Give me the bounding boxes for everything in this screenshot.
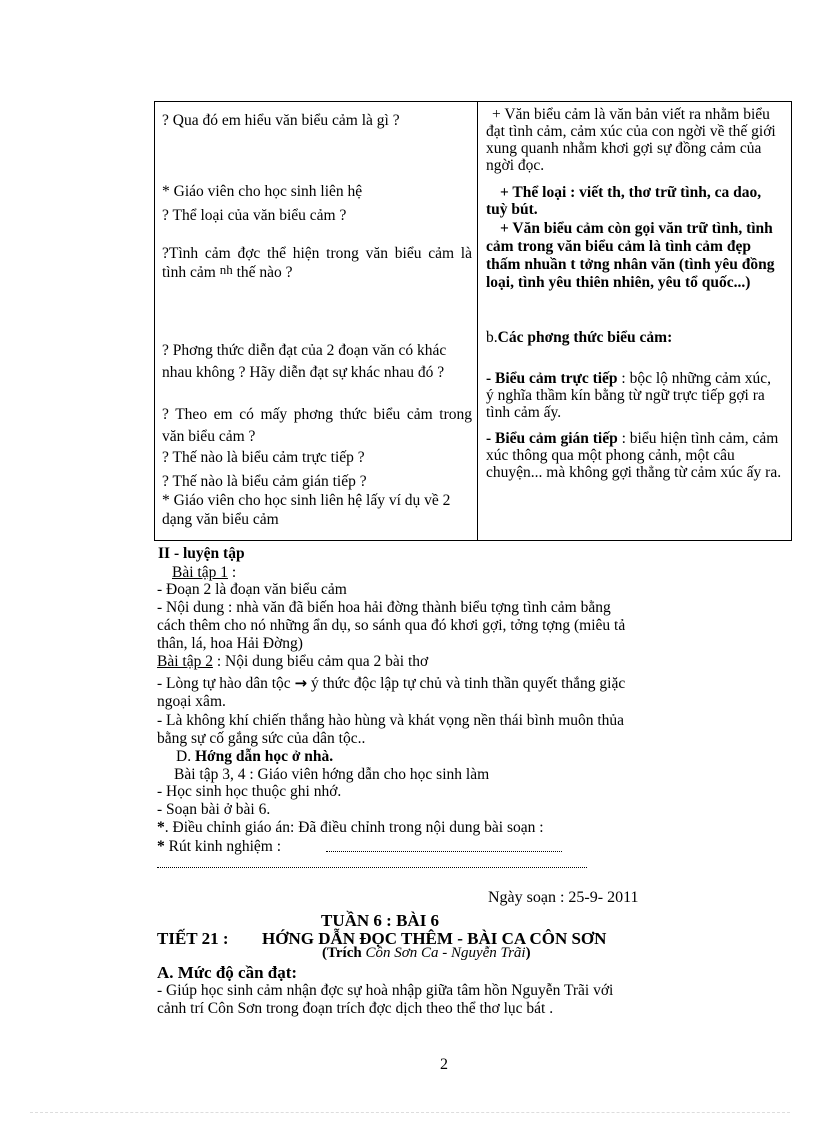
lesson-source — [322, 945, 531, 962]
experience-line — [157, 838, 281, 855]
question-text: ? Theo em có mấy phơng thức biểu cảm trong văn biểu cảm ? — [162, 406, 472, 445]
question-fragment: thế nào ? — [236, 264, 293, 281]
text-fragment: ý thức độc lập tự chủ và tinh thần quyết thắng giặc — [311, 675, 626, 692]
body-text-line: Bài tập 3, 4 : Giáo viên hớng dẫn cho học sinh làm — [174, 766, 490, 783]
body-text-line: - Là không khí chiến thắng hào hùng và khát vọng nền thái bình muôn thủa — [157, 712, 625, 729]
dotted-fill-line — [326, 851, 562, 852]
body-text-line: cảnh trí Côn Sơn trong đoạn trích đợc dịch theo thể thơ lục bát . — [157, 1000, 554, 1017]
answer-definition: + Văn biểu cảm là văn bản viết ra nhằm biểu đạt tình cảm, cảm xúc của con ngời về thế giới xung quanh nhằm khơi gợi sự đồng cảm của ngời đọc. — [486, 106, 776, 174]
body-text-line: cách thêm cho nó những ẩn dụ, so sánh qua đó khơi gợi, tởng tợng (miêu tả — [157, 617, 626, 634]
period-label: TIẾT 21 : — [157, 929, 229, 948]
teacher-note: * Giáo viên cho học sinh liên hệ lấy ví dụ về 2 dạng văn biểu cảm — [162, 492, 451, 528]
qa-table — [154, 101, 792, 541]
text-fragment: Rút kinh nghiệm : — [164, 838, 281, 855]
dotted-separator — [157, 867, 587, 868]
preparation-date: Ngày soạn : 25-9- 2011 — [488, 889, 639, 906]
exercise-label: Bài tập 2 — [157, 653, 213, 670]
body-text-line: - Soạn bài ở bài 6. — [157, 801, 271, 818]
body-text-line: - Nội dung : nhà văn đã biến hoa hải đờng thành biểu tợng tình cảm bằng — [157, 599, 611, 616]
body-text-line — [157, 675, 625, 692]
question-text: ? Phơng thức diễn đạt của 2 đoạn văn có khác nhau không ? Hãy diễn đạt sự khác nhau đó ? — [162, 342, 447, 381]
colon: : — [227, 564, 237, 581]
star-bullet: * — [157, 838, 165, 855]
answers-column — [478, 102, 792, 541]
text-fragment: - Lòng tự hào dân tộc — [157, 675, 291, 692]
text-fragment: ) — [525, 945, 531, 961]
page-edge-divider — [30, 1112, 790, 1113]
term-label: - Biểu cảm trực tiếp — [486, 370, 618, 387]
body-text-line: bằng sự cố gắng sức của dân tộc.. — [157, 730, 366, 747]
body-text-line: - Đoạn 2 là đoạn văn biểu cảm — [157, 581, 347, 598]
heading-text: Các phơng thức biểu cảm: — [497, 329, 673, 346]
exercise-2-line — [157, 653, 428, 670]
term-definition: : bộc lộ những cảm xúc, ý nghĩa thầm kín bằng từ ngữ trực tiếp gợi ra tình cảm ấy. — [486, 370, 772, 421]
questions-column — [155, 102, 478, 541]
page-number: 2 — [440, 1056, 448, 1073]
body-text-line: - Giúp học sinh cảm nhận đợc sự hoà nhập giữa tâm hồn Nguyễn Trãi với — [157, 982, 614, 999]
term-label: - Biểu cảm gián tiếp — [486, 430, 618, 447]
exercise-label: Bài tập 1 — [172, 564, 228, 581]
arrow-icon: → — [294, 674, 308, 692]
section-a-heading: A. Mức độ cần đạt: — [157, 963, 298, 982]
adjustment-line — [157, 819, 544, 836]
week-heading: TUẦN 6 : BÀI 6 — [321, 911, 440, 930]
body-text-line: ngoại xâm. — [157, 693, 226, 710]
item-prefix: b. — [486, 329, 498, 346]
text-fragment: (Trích — [322, 945, 366, 961]
exercise-1-label — [172, 564, 236, 581]
practice-heading: II - luyện tập — [158, 545, 245, 562]
question-fragment: nh — [219, 262, 233, 277]
text-fragment: . Điều chỉnh giáo án: Đã điều chỉnh trong nội dung bài soạn : — [164, 819, 544, 836]
question-text: ? Thể loại của văn biểu cảm ? — [162, 207, 347, 224]
indirect-expression — [486, 430, 782, 481]
teacher-note: * Giáo viên cho học sinh liên hệ — [162, 183, 363, 200]
answer-genres: + Thể loại : viết th, thơ trữ tình, ca dao, tuỳ bút. — [486, 184, 762, 218]
term-definition: : biểu hiện tình cảm, cảm xúc thông qua một phong cảnh, một câu chuyện... mà không gợi thẳng từ cảm xúc ấy ra. — [486, 430, 782, 481]
lesson-title: HỚNG DẪN ĐỌC THÊM - BÀI CA CÔN SƠN — [262, 929, 607, 948]
question-fragment: ?Tình cảm đợc thể hiện trong văn biểu cảm là tình cảm — [162, 245, 472, 281]
direct-expression — [486, 370, 782, 421]
heading-text: Hớng dẫn học ở nhà. — [194, 748, 334, 765]
body-text-line: - Học sinh học thuộc ghi nhớ. — [157, 783, 342, 800]
star-bullet: * — [157, 819, 165, 836]
item-prefix: D. — [176, 748, 192, 765]
body-text-line: thân, lá, hoa Hải Đờng) — [157, 635, 303, 652]
question-text: ? Thế nào là biểu cảm gián tiếp ? — [162, 473, 367, 490]
homework-heading — [176, 748, 333, 765]
source-title: Côn Sơn Ca - Nguyễn Trãi — [365, 945, 526, 961]
question-text — [162, 244, 472, 282]
exercise-text: : Nội dung biểu cảm qua 2 bài thơ — [212, 653, 429, 670]
question-text: ? Thế nào là biểu cảm trực tiếp ? — [162, 449, 365, 466]
expression-methods-heading — [486, 328, 786, 347]
question-text: ? Qua đó em hiểu văn biểu cảm là gì ? — [162, 112, 400, 129]
answer-emotion: + Văn biểu cảm còn gọi văn trữ tình, tình cảm trong văn biểu cảm là tình cảm đẹp thấm nhuần t tởng nhân văn (tình yêu đồng loại, tình yêu thiên nhiên, yêu tổ quốc...) — [486, 220, 775, 291]
